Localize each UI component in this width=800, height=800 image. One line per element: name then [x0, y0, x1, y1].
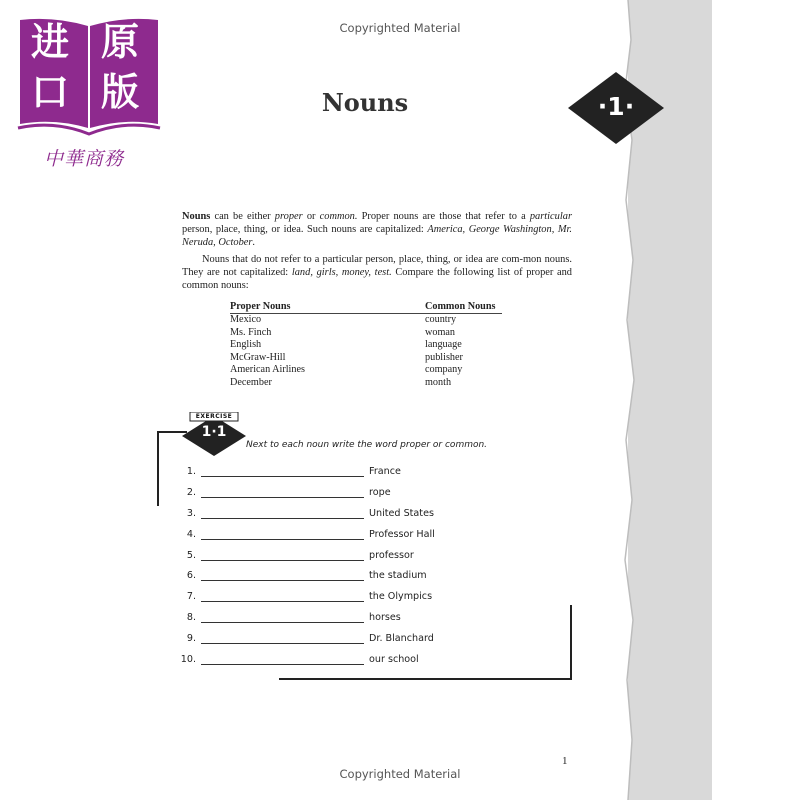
text-run: or [302, 211, 320, 222]
common-noun-cell: publisher [425, 351, 463, 363]
exercise-instruction: Next to each noun write the word proper or common. [246, 440, 488, 450]
exercise-item [180, 591, 480, 612]
item-noun: horses [369, 612, 401, 624]
item-number: 10. [180, 654, 196, 666]
intro-paragraph-1 [182, 210, 572, 249]
noun-comparison-table [230, 300, 502, 390]
exercise-label: EXERCISE [195, 413, 233, 420]
text-run: land, girls, money, test. [291, 267, 392, 278]
column-header-common: Common Nouns [425, 300, 502, 314]
publisher-logo [16, 16, 162, 168]
text-run: can be either [210, 211, 275, 222]
table-row [230, 352, 502, 365]
exercise-item [180, 508, 480, 529]
common-noun-cell: language [425, 339, 462, 351]
common-noun-cell: month [425, 376, 452, 388]
text-run: Nouns that do not refer to a particular person, place, thing, or idea are com-mon nouns. They are not capitalized: [182, 254, 572, 278]
answer-blank[interactable] [201, 664, 364, 665]
text-run: Nouns [182, 211, 211, 222]
logo-glyph-2: 原 [100, 20, 139, 64]
copyright-footer: Copyrighted Material [339, 767, 461, 781]
proper-noun-cell: Mexico [230, 314, 262, 325]
item-noun: professor [369, 549, 414, 561]
answer-blank[interactable] [201, 560, 364, 561]
table-row [230, 327, 502, 340]
chapter-number: ·1· [597, 92, 635, 121]
text-run: proper [274, 211, 303, 222]
answer-blank[interactable] [201, 497, 364, 498]
copyright-header: Copyrighted Material [339, 21, 461, 35]
item-noun: our school [369, 654, 419, 666]
item-number: 3. [186, 507, 196, 519]
exercise-item [180, 529, 480, 550]
table-row [230, 364, 502, 377]
item-noun: the stadium [369, 570, 427, 582]
exercise-item [180, 466, 480, 487]
answer-blank[interactable] [201, 580, 364, 581]
item-noun: the Olympics [369, 591, 433, 603]
proper-noun-cell: American Airlines [230, 364, 305, 376]
logo-glyph-3: 口 [30, 70, 69, 114]
item-number: 8. [186, 612, 196, 624]
intro-paragraph-2 [182, 253, 572, 292]
text-run: Compare the following list of proper and common nouns: [182, 267, 572, 291]
table-row [230, 339, 502, 352]
item-number: 4. [186, 528, 196, 540]
item-noun: rope [369, 486, 391, 498]
exercise-number: 1·1 [201, 424, 227, 440]
exercise-bracket-bottom [279, 678, 572, 680]
text-run: Proper nouns are those that refer to a [357, 211, 530, 222]
proper-noun-cell: Ms. Finch [230, 326, 272, 338]
exercise-item [180, 550, 480, 571]
item-number: 1. [186, 466, 196, 477]
common-noun-cell: woman [425, 326, 455, 338]
item-number: 9. [186, 633, 196, 645]
item-number: 7. [186, 591, 196, 603]
proper-noun-cell: December [230, 376, 272, 388]
exercise-item [180, 612, 480, 633]
table-row [230, 377, 502, 390]
logo-glyph-1: 进 [30, 20, 69, 64]
item-number: 6. [186, 570, 196, 582]
answer-blank[interactable] [201, 643, 364, 644]
table-row [230, 314, 502, 327]
logo-glyph-4: 版 [100, 70, 139, 114]
answer-blank[interactable] [201, 622, 364, 623]
chapter-badge [566, 70, 666, 146]
page-number: 1 [562, 755, 568, 767]
exercise-item [180, 487, 480, 508]
text-run: particular [529, 211, 572, 222]
answer-blank[interactable] [201, 539, 364, 540]
exercise-bracket-right [570, 605, 572, 679]
table-header-row [230, 300, 502, 314]
item-noun: Dr. Blanchard [369, 633, 434, 645]
chapter-title: Nouns [321, 88, 409, 117]
proper-noun-cell: English [230, 339, 262, 351]
text-run: . [252, 237, 256, 248]
exercise-item [180, 633, 480, 654]
text-run: person, place, thing, or idea. Such nouns are capitalized: [182, 224, 428, 235]
proper-noun-cell: McGraw-Hill [230, 351, 286, 363]
exercise-item [180, 570, 480, 591]
answer-blank[interactable] [201, 476, 364, 477]
column-header-proper: Proper Nouns [230, 300, 425, 314]
item-noun: France [369, 466, 401, 477]
exercise-bracket-left [157, 431, 159, 506]
logo-caption: 中華商務 [44, 148, 125, 170]
exercise-item [180, 654, 480, 675]
item-noun: United States [369, 507, 434, 519]
item-number: 5. [186, 549, 196, 561]
exercise-list [180, 466, 480, 675]
text-run: common. [319, 211, 358, 222]
answer-blank[interactable] [201, 518, 364, 519]
item-number: 2. [186, 486, 196, 498]
item-noun: Professor Hall [369, 528, 435, 540]
text-run: America, George Washington, Mr. Neruda, October [182, 224, 572, 248]
answer-blank[interactable] [201, 601, 364, 602]
common-noun-cell: country [425, 314, 457, 325]
common-noun-cell: company [425, 364, 463, 376]
